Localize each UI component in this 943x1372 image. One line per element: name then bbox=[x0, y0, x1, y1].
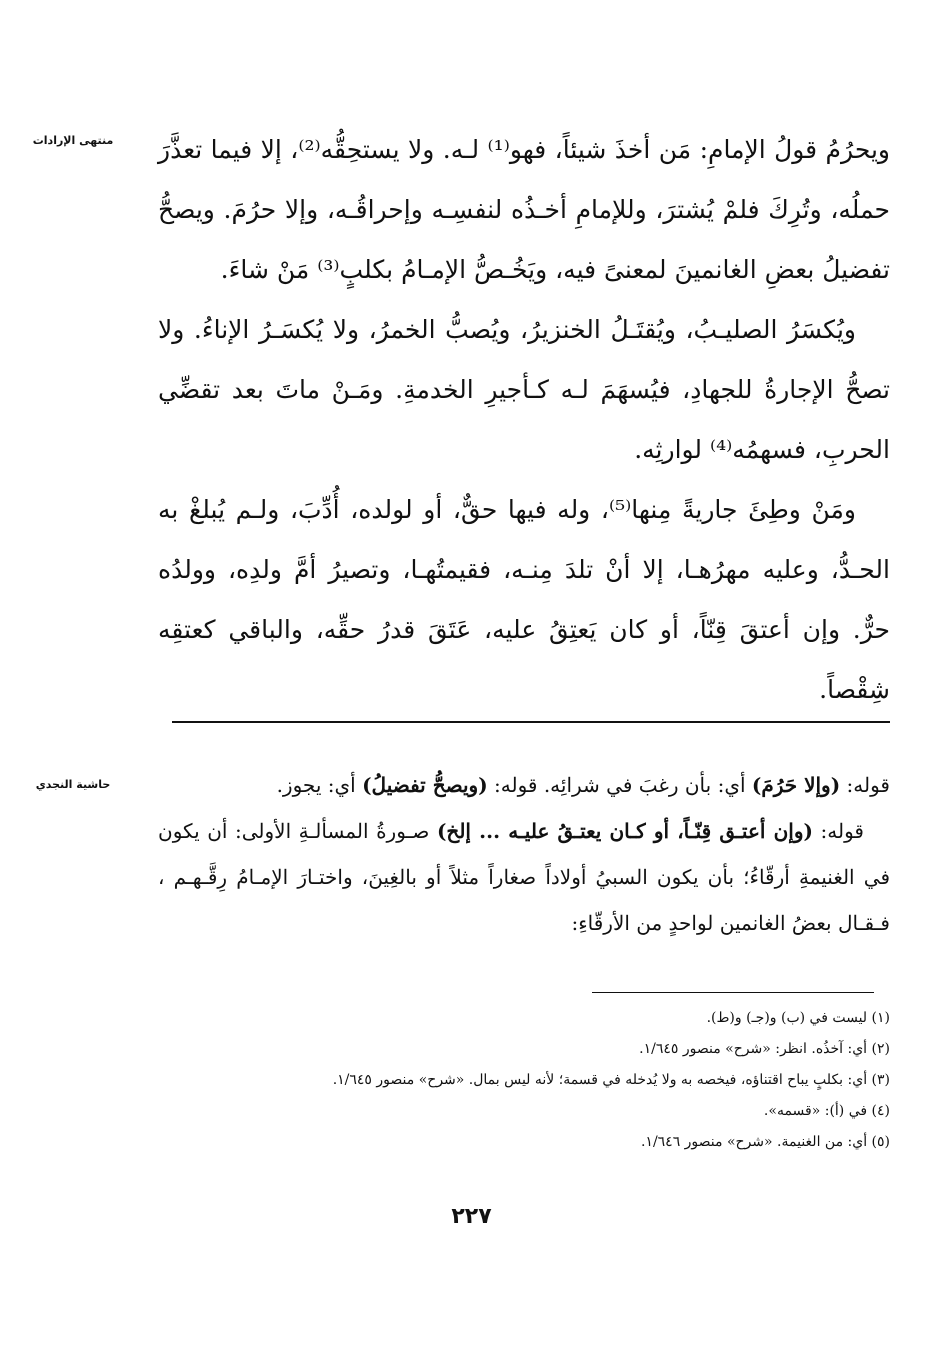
running-header-label: منتهى الإرادات bbox=[32, 134, 114, 147]
quoted-phrase: (ويصحُّ تفضيلُ) bbox=[362, 773, 488, 797]
quoted-phrase: (وإن أعتـق قِنّـاً، أو كـان يعتـقُ عليـه ... إلخ) bbox=[436, 819, 813, 843]
footnote: (١) ليست في (ب) و(جـ) و(ط). bbox=[706, 1010, 890, 1026]
section-divider bbox=[172, 721, 890, 723]
footnote: (٤) في (أ): «قسمه». bbox=[763, 1103, 890, 1119]
hashiya-commentary: أي: بأن رغبَ في شرائِه. قوله: bbox=[487, 773, 752, 797]
main-paragraph: ويُكسَرُ الصليـبُ، ويُقتَـلُ الخنزيرُ، ويُصبُّ الخمرُ، ولا يُكسَـرُ الإناءُ. ولا تصحُّ الإجارةُ للجهادِ، فيُسهَمَ لـه كـأجيرِ الخدمةِ. ومَـنْ ماتَ بعد تقضِّي الحربِ، فسهمُه⁽⁴⁾ لوارثِه. bbox=[158, 315, 890, 464]
hashiya-label: حاشية النجدي bbox=[35, 778, 111, 791]
footnotes bbox=[170, 1003, 890, 1158]
footnote: (٥) أي: من الغنيمة. «شرح» منصور ١/٦٤٦. bbox=[640, 1134, 890, 1150]
hashiya-lead: قوله: bbox=[812, 819, 864, 843]
hashiya-commentary: أي: يجوز. bbox=[276, 773, 363, 797]
hashiya-lead: قوله: bbox=[840, 773, 890, 797]
footnote: (٢) أي: آخذُه. انظر: «شرح» منصور ١/٦٤٥. bbox=[639, 1041, 890, 1057]
hashiya-paragraph bbox=[158, 762, 890, 808]
main-text bbox=[158, 120, 890, 720]
footnote-divider bbox=[592, 992, 874, 993]
main-paragraph: ومَنْ وطِئَ جاريةً مِنها⁽⁵⁾، وله فيها حقٌّ، أو لولده، أُدِّبَ، ولـم يُبلغْ به الحـدُّ، وعليه مهرُهـا، إلا أنْ تلدَ مِنـه، فقيمتُهـا، وتصيرُ أمَّ ولدِه، وولدُه حرٌّ. وإن أعتقَ قِنّاً، أو كان يَعتِقُ عليه، عَتَقَ قدرُ حقِّه، والباقي كعتقِه شِقْصاً. bbox=[158, 495, 890, 704]
hashiya-commentary: صـورةُ المسألـةِ الأولى: أن يكون في الغنيمةِ أرقّاءُ؛ بأن يكون السبيُ أولاداً صغاراً مثلاً أو بالغِينَ، واختـارَ الإمـامُ رِقَّـهـم ، فـقـال بعضُ الغانمين لواحدٍ من الأرقّاءِ: bbox=[158, 819, 890, 935]
hashiya-text bbox=[158, 762, 890, 946]
page-number: ٢٢٧ bbox=[451, 1204, 492, 1229]
hashiya-paragraph bbox=[158, 808, 890, 946]
footnote: (٣) أي: بكلبٍ يباح اقتناؤه، فيخصه به ولا يُدخله في قسمة؛ لأنه ليس بمال. «شرح» منصور ١/٦٤٥. bbox=[332, 1072, 890, 1088]
quoted-phrase: (وإلا حَرُمَ) bbox=[751, 773, 841, 797]
main-paragraph: ويحرُمُ قولُ الإمامِ: مَن أخذَ شيئاً، فهو⁽¹⁾ لـه. ولا يستحِقُّه⁽²⁾، إلا فيما تعذَّرَ حملُه، وتُرِكَ فلمْ يُشترَ، وللإمامِ أخـذُه لنفسِـه وإحراقُـه، وإلا حرُمَ. ويصحُّ تفضيلُ بعضِ الغانمينَ لمعنىً فيه، ويَخُـصُّ الإمـامُ بكلبٍ⁽³⁾ مَنْ شاءَ. bbox=[158, 135, 890, 284]
